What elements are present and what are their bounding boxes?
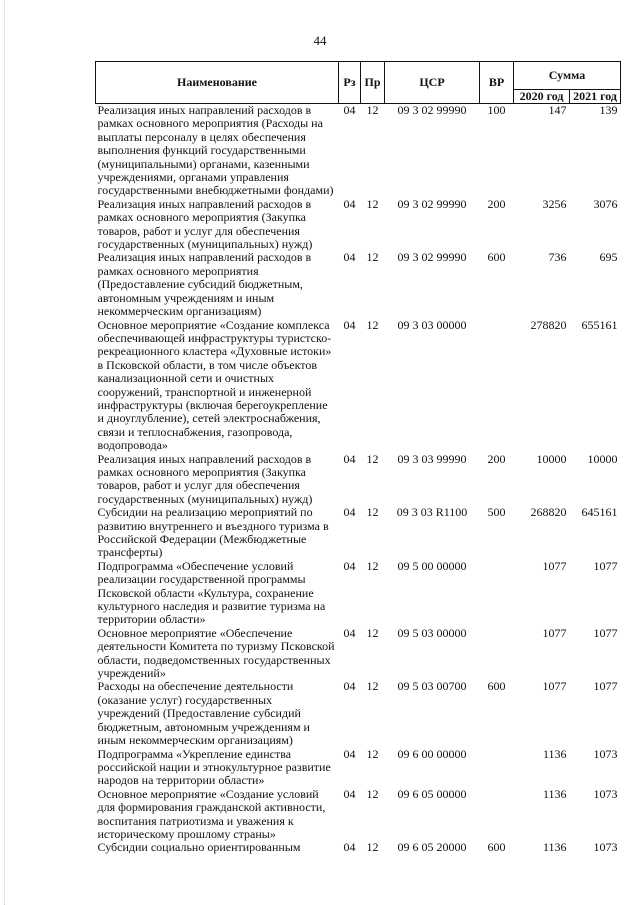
row-pr-cell: 12 bbox=[366, 196, 379, 211]
row-rz-cell: 04 bbox=[343, 505, 356, 520]
table-row bbox=[96, 251, 621, 318]
row-2020-cell: 278820 bbox=[530, 317, 567, 332]
table-row bbox=[96, 560, 621, 627]
row-name-cell: Основное мероприятие «Создание условий для формирования гражданской активности, воспитания патриотизма и уважения к историческому прошлому страны» bbox=[97, 786, 326, 841]
row-2020-cell: 1136 bbox=[542, 840, 567, 855]
row-csr-cell: 09 6 05 00000 bbox=[397, 786, 467, 801]
row-2021-cell: 1077 bbox=[593, 558, 618, 573]
row-pr-cell: 12 bbox=[366, 746, 379, 761]
header-rz: Рз bbox=[339, 62, 361, 104]
row-rz-cell: 04 bbox=[343, 451, 356, 466]
row-name-cell: Подпрограмма «Обеспечение условий реализации государственной программы Псковской области «Культура, сохранение культурного наследия и развитие туризма на территории области» bbox=[97, 558, 326, 627]
row-pr-cell: 12 bbox=[366, 451, 379, 466]
row-name-cell: Реализация иных направлений расходов в рамках основного мероприятия (Предоставление субсидий бюджетным, автономным учреждениям и иным некоммерческим организациям) bbox=[97, 250, 312, 319]
row-2020-cell: 10000 bbox=[536, 451, 567, 466]
table-row bbox=[96, 104, 621, 198]
row-rz-cell: 04 bbox=[343, 625, 356, 640]
row-rz-cell: 04 bbox=[343, 103, 356, 117]
row-vr-cell: 600 bbox=[487, 679, 506, 694]
row-vr-cell: 500 bbox=[487, 505, 506, 520]
row-2021-cell: 139 bbox=[599, 103, 618, 117]
table-row bbox=[96, 453, 621, 507]
header-pr: Пр bbox=[361, 62, 385, 104]
row-rz-cell: 04 bbox=[343, 746, 356, 761]
row-name-cell: Субсидии социально ориентированным bbox=[97, 840, 301, 855]
row-2020-cell: 1136 bbox=[542, 746, 567, 761]
row-rz-cell: 04 bbox=[343, 317, 356, 332]
row-pr-cell: 12 bbox=[366, 679, 379, 694]
row-2021-cell: 10000 bbox=[587, 451, 618, 466]
header-sum: Сумма bbox=[514, 62, 621, 90]
row-2020-cell: 147 bbox=[548, 103, 567, 117]
row-vr-cell: 600 bbox=[487, 250, 506, 265]
row-csr-cell: 09 5 00 00000 bbox=[397, 558, 467, 573]
row-2021-cell: 695 bbox=[599, 250, 618, 265]
row-name-cell: Подпрограмма «Укрепление единства российской нации и этнокультурное развитие народов на территории области» bbox=[97, 746, 331, 788]
row-vr-cell: 600 bbox=[487, 840, 506, 855]
row-rz-cell: 04 bbox=[343, 679, 356, 694]
row-2020-cell: 1077 bbox=[542, 558, 567, 573]
row-2020-cell: 3256 bbox=[542, 196, 567, 211]
row-name-cell: Основное мероприятие «Создание комплекса обеспечивающей инфраструктуры туристско-рекреационного кластера «Духовные истоки» в Псковской области, в том числе объектов канализационной сети и очистных сооружений, транспортной и инженерной инфраструктуры (включая берегоукрепление и дноуглубление), сетей электроснабжения, связи и теплоснабжения, газопровода, водопровода» bbox=[97, 317, 332, 453]
table-row bbox=[96, 788, 621, 842]
budget-table bbox=[95, 61, 621, 855]
row-name-cell: Расходы на обеспечение деятельности (оказание услуг) государственных учреждений (Предоставление субсидий бюджетным, автономным учреждениям и иным некоммерческим организациям) bbox=[97, 679, 310, 748]
row-vr-cell bbox=[480, 560, 514, 627]
row-rz-cell: 04 bbox=[343, 558, 356, 573]
header-csr: ЦСР bbox=[385, 62, 480, 104]
table-row bbox=[96, 198, 621, 252]
row-vr-cell: 200 bbox=[487, 451, 506, 466]
row-2021-cell: 1073 bbox=[593, 786, 618, 801]
row-csr-cell: 09 3 02 99990 bbox=[397, 250, 467, 265]
budget-table-container bbox=[95, 61, 620, 855]
row-2021-cell: 1077 bbox=[593, 679, 618, 694]
row-pr-cell: 12 bbox=[366, 103, 379, 117]
row-pr-cell: 12 bbox=[366, 625, 379, 640]
row-2020-cell: 736 bbox=[548, 250, 567, 265]
table-row bbox=[96, 627, 621, 681]
table-row bbox=[96, 748, 621, 788]
row-name-cell: Основное мероприятие «Обеспечение деятельности Комитета по туризму Псковской области, подведомственных государственных учреждений» bbox=[97, 625, 335, 681]
row-rz-cell: 04 bbox=[343, 196, 356, 211]
row-csr-cell: 09 3 03 00000 bbox=[397, 317, 467, 332]
header-year-2021: 2021 год bbox=[570, 90, 621, 104]
row-rz-cell: 04 bbox=[343, 250, 356, 265]
table-body bbox=[96, 104, 621, 855]
row-name-cell: Реализация иных направлений расходов в рамках основного мероприятия (Расходы на выплаты персоналу в целях обеспечения выполнения функций государственными (муниципальными) органами, казенными учреждениями, органами управления государственными внебюджетными фондами) bbox=[97, 103, 334, 198]
row-rz-cell: 04 bbox=[343, 840, 356, 855]
row-vr-cell bbox=[480, 627, 514, 681]
row-2021-cell: 655161 bbox=[581, 317, 618, 332]
row-2021-cell: 1073 bbox=[593, 746, 618, 761]
row-pr-cell: 12 bbox=[366, 505, 379, 520]
row-vr-cell: 100 bbox=[487, 103, 506, 117]
table-row bbox=[96, 319, 621, 453]
row-pr-cell: 12 bbox=[366, 558, 379, 573]
table-row bbox=[96, 841, 621, 854]
header-vr: ВР bbox=[480, 62, 514, 104]
page-margin-line bbox=[4, 0, 5, 905]
page-number: 44 bbox=[313, 33, 327, 48]
row-csr-cell: 09 3 03 R1100 bbox=[396, 505, 468, 520]
header-name: Наименование bbox=[96, 62, 339, 104]
row-vr-cell bbox=[480, 319, 514, 453]
row-name-cell: Субсидии на реализацию мероприятий по развитию внутреннего и въездного туризма в Российской Федерации (Межбюджетные трансферты) bbox=[97, 505, 329, 560]
row-2021-cell: 1073 bbox=[593, 840, 618, 855]
row-name-cell: Реализация иных направлений расходов в рамках основного мероприятия (Закупка товаров, работ и услуг для обеспечения государственных (муниципальных) нужд) bbox=[97, 451, 313, 506]
row-csr-cell: 09 3 02 99990 bbox=[397, 196, 467, 211]
row-pr-cell: 12 bbox=[366, 250, 379, 265]
row-2020-cell: 1077 bbox=[542, 679, 567, 694]
row-2021-cell: 645161 bbox=[581, 505, 618, 520]
row-vr-cell bbox=[480, 788, 514, 842]
row-2021-cell: 3076 bbox=[593, 196, 618, 211]
row-pr-cell: 12 bbox=[366, 840, 379, 855]
row-vr-cell: 200 bbox=[487, 196, 506, 211]
row-pr-cell: 12 bbox=[366, 786, 379, 801]
row-2020-cell: 268820 bbox=[530, 505, 567, 520]
row-name-cell: Реализация иных направлений расходов в рамках основного мероприятия (Закупка товаров, работ и услуг для обеспечения государственных (муниципальных) нужд) bbox=[97, 196, 313, 252]
row-rz-cell: 04 bbox=[343, 786, 356, 801]
table-row bbox=[96, 680, 621, 747]
table-row bbox=[96, 506, 621, 560]
row-vr-cell bbox=[480, 748, 514, 788]
header-year-2020: 2020 год bbox=[514, 90, 570, 104]
row-csr-cell: 09 3 02 99990 bbox=[397, 103, 467, 117]
row-2020-cell: 1077 bbox=[542, 625, 567, 640]
row-csr-cell: 09 5 03 00700 bbox=[397, 679, 467, 694]
row-csr-cell: 09 6 00 00000 bbox=[397, 746, 467, 761]
row-2020-cell: 1136 bbox=[542, 786, 567, 801]
row-csr-cell: 09 3 03 99990 bbox=[397, 451, 467, 466]
row-csr-cell: 09 6 05 20000 bbox=[397, 840, 467, 855]
row-csr-cell: 09 5 03 00000 bbox=[397, 625, 467, 640]
row-2021-cell: 1077 bbox=[593, 625, 618, 640]
row-pr-cell: 12 bbox=[366, 317, 379, 332]
